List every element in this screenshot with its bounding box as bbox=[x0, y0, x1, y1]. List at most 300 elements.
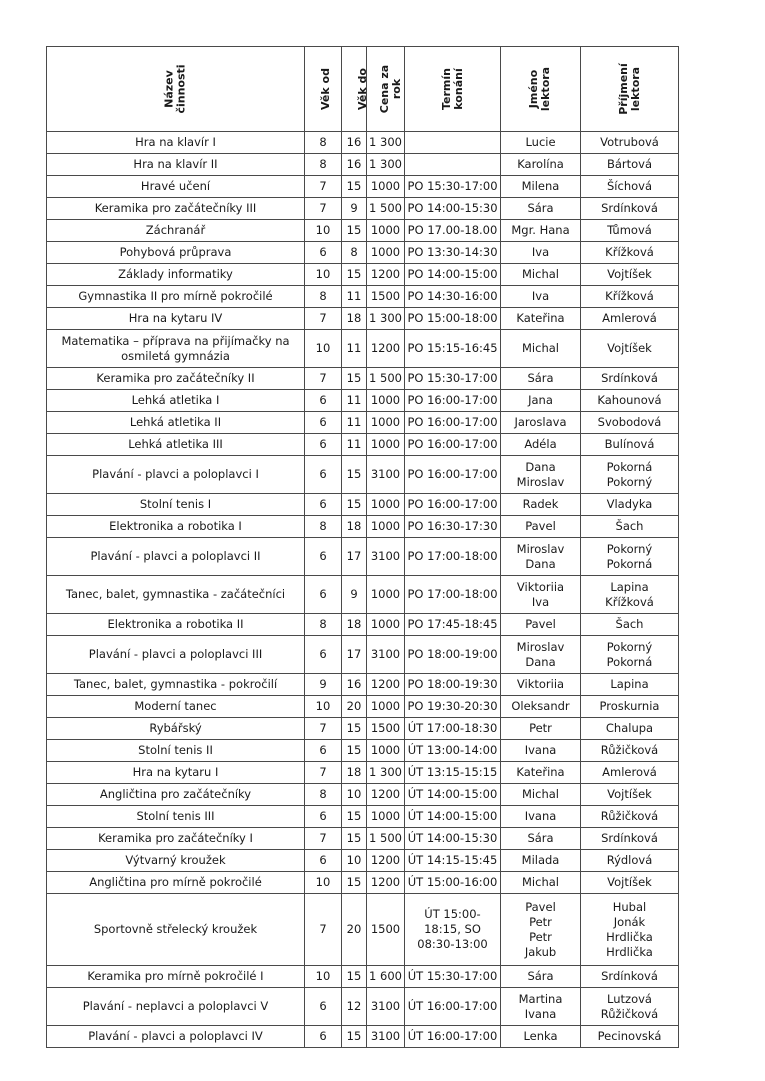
cell-vek-od: 7 bbox=[305, 308, 342, 330]
cell-prijmeni-lektora bbox=[581, 1026, 679, 1048]
cell-vek-od: 6 bbox=[305, 390, 342, 412]
cell-cena: 1 300 bbox=[367, 762, 405, 784]
cell-termin: PO 16:00-17:00 bbox=[405, 412, 501, 434]
cell-vek-do: 15 bbox=[342, 872, 367, 894]
cell-vek-do: 18 bbox=[342, 614, 367, 636]
cell-jmeno-lektora bbox=[501, 828, 581, 850]
cell-nazev: Lehká atletika I bbox=[47, 390, 305, 412]
cell-vek-od: 8 bbox=[305, 154, 342, 176]
cell-jmeno-lektora bbox=[501, 308, 581, 330]
cell-termin: PO 17:00-18:00 bbox=[405, 538, 501, 576]
cell-jmeno-lektora bbox=[501, 1026, 581, 1048]
lector-name-line: Svobodová bbox=[597, 415, 662, 429]
cell-prijmeni-lektora bbox=[581, 538, 679, 576]
cell-prijmeni-lektora bbox=[581, 872, 679, 894]
activities-table bbox=[46, 46, 679, 1048]
cell-termin: ÚT 16:00-17:00 bbox=[405, 1026, 501, 1048]
cell-vek-od: 6 bbox=[305, 1026, 342, 1048]
cell-nazev: Lehká atletika III bbox=[47, 434, 305, 456]
lector-name-line: Iva bbox=[531, 594, 550, 609]
lector-name-line: Pokorný bbox=[606, 639, 653, 654]
lector-name-line: Ivana bbox=[524, 743, 557, 757]
cell-prijmeni-lektora bbox=[581, 966, 679, 988]
cell-prijmeni-lektora bbox=[581, 368, 679, 390]
cell-termin: PO 16:30-17:30 bbox=[405, 516, 501, 538]
table-row bbox=[47, 988, 679, 1026]
cell-vek-do: 11 bbox=[342, 434, 367, 456]
table-row bbox=[47, 516, 679, 538]
cell-prijmeni-lektora bbox=[581, 614, 679, 636]
cell-jmeno-lektora bbox=[501, 412, 581, 434]
header-jmeno-lektora: Jméno lektora bbox=[501, 47, 581, 132]
table-row bbox=[47, 176, 679, 198]
cell-vek-do: 11 bbox=[342, 390, 367, 412]
cell-cena: 1000 bbox=[367, 576, 405, 614]
lector-name-line: Michal bbox=[522, 341, 559, 355]
cell-termin: PO 16:00-17:00 bbox=[405, 434, 501, 456]
header-nazev-cinnosti: Název činnosti bbox=[47, 47, 305, 132]
cell-nazev: Gymnastika II pro mírně pokročilé bbox=[47, 286, 305, 308]
lector-name-line: Křížková bbox=[605, 289, 654, 303]
lector-name-line: Dana bbox=[525, 556, 556, 571]
table-row bbox=[47, 390, 679, 412]
cell-vek-do: 10 bbox=[342, 784, 367, 806]
cell-prijmeni-lektora bbox=[581, 850, 679, 872]
cell-vek-od: 10 bbox=[305, 220, 342, 242]
table-row bbox=[47, 762, 679, 784]
cell-vek-od: 7 bbox=[305, 828, 342, 850]
lector-name-line: Vojtíšek bbox=[607, 875, 652, 889]
lector-name-line: Růžičková bbox=[600, 1006, 659, 1021]
cell-nazev: Angličtina pro mírně pokročilé bbox=[47, 872, 305, 894]
lector-name-line: Bulínová bbox=[604, 437, 655, 451]
lector-name-line: Miroslav bbox=[516, 541, 565, 556]
lector-name-line: Lutzová bbox=[607, 991, 652, 1006]
cell-termin: ÚT 16:00-17:00 bbox=[405, 988, 501, 1026]
cell-nazev: Plavání - plavci a poloplavci IV bbox=[47, 1026, 305, 1048]
lector-name-line: Šíchová bbox=[607, 179, 652, 193]
cell-termin: PO 16:00-17:00 bbox=[405, 390, 501, 412]
cell-vek-do: 11 bbox=[342, 330, 367, 368]
cell-termin: PO 15:00-18:00 bbox=[405, 308, 501, 330]
cell-nazev: Lehká atletika II bbox=[47, 412, 305, 434]
cell-cena: 1200 bbox=[367, 330, 405, 368]
cell-prijmeni-lektora bbox=[581, 308, 679, 330]
table-row bbox=[47, 828, 679, 850]
cell-jmeno-lektora bbox=[501, 718, 581, 740]
cell-termin: PO 14:00-15:00 bbox=[405, 264, 501, 286]
table-row bbox=[47, 308, 679, 330]
cell-cena: 1000 bbox=[367, 516, 405, 538]
cell-termin: PO 17:45-18:45 bbox=[405, 614, 501, 636]
lector-name-line: Michal bbox=[522, 267, 559, 281]
header-termin-konani: Termín konání bbox=[405, 47, 501, 132]
cell-nazev: Angličtina pro začátečníky bbox=[47, 784, 305, 806]
cell-vek-do: 11 bbox=[342, 412, 367, 434]
cell-vek-od: 6 bbox=[305, 576, 342, 614]
table-row bbox=[47, 538, 679, 576]
cell-cena: 1000 bbox=[367, 434, 405, 456]
cell-vek-do: 15 bbox=[342, 494, 367, 516]
lector-name-line: Pavel bbox=[525, 519, 556, 533]
lector-name-line: Oleksandr bbox=[511, 699, 570, 713]
cell-vek-do: 18 bbox=[342, 516, 367, 538]
cell-vek-od: 8 bbox=[305, 286, 342, 308]
cell-jmeno-lektora bbox=[501, 806, 581, 828]
lector-name-line: Proskurnia bbox=[599, 699, 660, 713]
cell-prijmeni-lektora bbox=[581, 220, 679, 242]
cell-vek-od: 7 bbox=[305, 176, 342, 198]
cell-jmeno-lektora bbox=[501, 242, 581, 264]
cell-cena: 1000 bbox=[367, 696, 405, 718]
cell-vek-do: 15 bbox=[342, 740, 367, 762]
cell-cena: 3100 bbox=[367, 988, 405, 1026]
cell-jmeno-lektora bbox=[501, 220, 581, 242]
lector-name-line: Pokorná bbox=[606, 459, 653, 474]
cell-vek-do: 20 bbox=[342, 894, 367, 966]
table-row bbox=[47, 434, 679, 456]
cell-cena: 1500 bbox=[367, 894, 405, 966]
cell-termin: PO 15:15-16:45 bbox=[405, 330, 501, 368]
cell-vek-od: 6 bbox=[305, 242, 342, 264]
cell-termin: ÚT 14:00-15:00 bbox=[405, 806, 501, 828]
cell-jmeno-lektora bbox=[501, 456, 581, 494]
table-row bbox=[47, 576, 679, 614]
table-header-row bbox=[47, 47, 679, 132]
cell-cena: 3100 bbox=[367, 456, 405, 494]
cell-jmeno-lektora bbox=[501, 286, 581, 308]
cell-prijmeni-lektora bbox=[581, 494, 679, 516]
cell-jmeno-lektora bbox=[501, 494, 581, 516]
cell-jmeno-lektora bbox=[501, 696, 581, 718]
cell-termin: ÚT 15:30-17:00 bbox=[405, 966, 501, 988]
cell-nazev: Sportovně střelecký kroužek bbox=[47, 894, 305, 966]
cell-cena: 1 300 bbox=[367, 308, 405, 330]
lector-name-line: Kateřina bbox=[516, 311, 565, 325]
cell-termin: PO 14:30-16:00 bbox=[405, 286, 501, 308]
cell-vek-od: 8 bbox=[305, 132, 342, 154]
table-row bbox=[47, 806, 679, 828]
cell-vek-od: 6 bbox=[305, 850, 342, 872]
cell-prijmeni-lektora bbox=[581, 740, 679, 762]
cell-termin: PO 17.00-18.00 bbox=[405, 220, 501, 242]
header-prijmeni-lektora: Příjmení lektora bbox=[581, 47, 679, 132]
cell-jmeno-lektora bbox=[501, 894, 581, 966]
cell-vek-od: 10 bbox=[305, 264, 342, 286]
lector-name-line: Bártová bbox=[606, 157, 653, 171]
cell-cena: 1000 bbox=[367, 220, 405, 242]
table-row bbox=[47, 966, 679, 988]
cell-jmeno-lektora bbox=[501, 154, 581, 176]
lector-name-line: Lapina bbox=[610, 579, 649, 594]
cell-cena: 1000 bbox=[367, 806, 405, 828]
cell-nazev: Stolní tenis I bbox=[47, 494, 305, 516]
cell-vek-od: 8 bbox=[305, 614, 342, 636]
table-row bbox=[47, 872, 679, 894]
cell-nazev: Rybářský bbox=[47, 718, 305, 740]
cell-vek-od: 6 bbox=[305, 988, 342, 1026]
cell-nazev: Plavání - plavci a poloplavci I bbox=[47, 456, 305, 494]
cell-prijmeni-lektora bbox=[581, 412, 679, 434]
cell-termin: ÚT 13:15-15:15 bbox=[405, 762, 501, 784]
lector-name-line: Vladyka bbox=[606, 497, 653, 511]
cell-vek-od: 6 bbox=[305, 494, 342, 516]
lector-name-line: Rýdlová bbox=[606, 853, 653, 867]
lector-name-line: Iva bbox=[531, 245, 550, 259]
cell-vek-od: 6 bbox=[305, 412, 342, 434]
cell-vek-od: 7 bbox=[305, 762, 342, 784]
cell-cena: 1 300 bbox=[367, 132, 405, 154]
lector-name-line: Sára bbox=[527, 371, 554, 385]
cell-prijmeni-lektora bbox=[581, 198, 679, 220]
cell-vek-od: 10 bbox=[305, 872, 342, 894]
lector-name-line: Amlerová bbox=[602, 765, 657, 779]
table-row bbox=[47, 220, 679, 242]
cell-nazev: Plavání - plavci a poloplavci II bbox=[47, 538, 305, 576]
lector-name-line: Hubal bbox=[612, 899, 647, 914]
cell-prijmeni-lektora bbox=[581, 784, 679, 806]
lector-name-line: Růžičková bbox=[600, 743, 659, 757]
lector-name-line: Miroslav bbox=[516, 639, 565, 654]
lector-name-line: Pokorná bbox=[606, 556, 653, 571]
cell-prijmeni-lektora bbox=[581, 456, 679, 494]
cell-vek-od: 7 bbox=[305, 894, 342, 966]
cell-termin: PO 18:00-19:30 bbox=[405, 674, 501, 696]
cell-nazev: Moderní tanec bbox=[47, 696, 305, 718]
cell-vek-od: 7 bbox=[305, 198, 342, 220]
cell-nazev: Elektronika a robotika II bbox=[47, 614, 305, 636]
cell-cena: 1500 bbox=[367, 286, 405, 308]
header-vek-od: Věk od bbox=[305, 47, 342, 132]
cell-jmeno-lektora bbox=[501, 264, 581, 286]
cell-vek-od: 7 bbox=[305, 368, 342, 390]
lector-name-line: Kahounová bbox=[597, 393, 662, 407]
cell-vek-od: 9 bbox=[305, 674, 342, 696]
cell-cena: 3100 bbox=[367, 538, 405, 576]
cell-vek-do: 15 bbox=[342, 806, 367, 828]
lector-name-line: Lucie bbox=[525, 135, 556, 149]
cell-cena: 1000 bbox=[367, 412, 405, 434]
cell-vek-do: 16 bbox=[342, 674, 367, 696]
cell-jmeno-lektora bbox=[501, 674, 581, 696]
cell-vek-od: 6 bbox=[305, 538, 342, 576]
cell-jmeno-lektora bbox=[501, 390, 581, 412]
lector-name-line: Pokorný bbox=[606, 474, 653, 489]
table-row bbox=[47, 412, 679, 434]
cell-termin: PO 14:00-15:30 bbox=[405, 198, 501, 220]
cell-vek-do: 16 bbox=[342, 154, 367, 176]
lector-name-line: Sára bbox=[527, 201, 554, 215]
cell-nazev: Výtvarný kroužek bbox=[47, 850, 305, 872]
cell-cena: 1000 bbox=[367, 614, 405, 636]
cell-termin: PO 15:30-17:00 bbox=[405, 368, 501, 390]
cell-cena: 1500 bbox=[367, 718, 405, 740]
cell-termin bbox=[405, 154, 501, 176]
lector-name-line: Petr bbox=[529, 929, 552, 944]
table-row bbox=[47, 696, 679, 718]
cell-termin: ÚT 14:00-15:30 bbox=[405, 828, 501, 850]
lector-name-line: Sára bbox=[527, 831, 554, 845]
cell-termin: PO 16:00-17:00 bbox=[405, 456, 501, 494]
cell-termin: ÚT 13:00-14:00 bbox=[405, 740, 501, 762]
cell-vek-od: 6 bbox=[305, 806, 342, 828]
lector-name-line: Viktoriia bbox=[516, 677, 565, 691]
lector-name-line: Růžičková bbox=[600, 809, 659, 823]
table-row bbox=[47, 286, 679, 308]
cell-cena: 1 500 bbox=[367, 198, 405, 220]
cell-termin: ÚT 15:00-18:15, SO 08:30-13:00 bbox=[405, 894, 501, 966]
cell-prijmeni-lektora bbox=[581, 264, 679, 286]
cell-cena: 1 300 bbox=[367, 154, 405, 176]
lector-name-line: Jana bbox=[528, 393, 553, 407]
cell-cena: 3100 bbox=[367, 636, 405, 674]
cell-vek-do: 20 bbox=[342, 696, 367, 718]
cell-vek-do: 18 bbox=[342, 308, 367, 330]
lector-name-line: Ivana bbox=[524, 809, 557, 823]
lector-name-line: Dana bbox=[525, 654, 556, 669]
cell-jmeno-lektora bbox=[501, 516, 581, 538]
cell-termin: PO 19:30-20:30 bbox=[405, 696, 501, 718]
cell-vek-do: 15 bbox=[342, 1026, 367, 1048]
cell-prijmeni-lektora bbox=[581, 718, 679, 740]
lector-name-line: Srdínková bbox=[601, 831, 658, 845]
cell-jmeno-lektora bbox=[501, 576, 581, 614]
cell-jmeno-lektora bbox=[501, 176, 581, 198]
lector-name-line: Radek bbox=[522, 497, 559, 511]
table-row bbox=[47, 894, 679, 966]
cell-nazev: Hra na kytaru I bbox=[47, 762, 305, 784]
cell-vek-od: 10 bbox=[305, 696, 342, 718]
cell-vek-od: 6 bbox=[305, 456, 342, 494]
cell-jmeno-lektora bbox=[501, 434, 581, 456]
cell-nazev: Tanec, balet, gymnastika - začátečníci bbox=[47, 576, 305, 614]
lector-name-line: Křížková bbox=[605, 594, 654, 609]
cell-termin: ÚT 17:00-18:30 bbox=[405, 718, 501, 740]
cell-cena: 1200 bbox=[367, 872, 405, 894]
cell-nazev: Matematika – příprava na přijímačky na osmiletá gymnázia bbox=[47, 330, 305, 368]
cell-cena: 1 500 bbox=[367, 828, 405, 850]
cell-vek-od: 7 bbox=[305, 718, 342, 740]
lector-name-line: Vojtíšek bbox=[607, 267, 652, 281]
cell-nazev: Stolní tenis II bbox=[47, 740, 305, 762]
lector-name-line: Pavel bbox=[525, 617, 556, 631]
lector-name-line: Chalupa bbox=[605, 721, 654, 735]
lector-name-line: Lapina bbox=[610, 677, 649, 691]
cell-nazev: Plavání - plavci a poloplavci III bbox=[47, 636, 305, 674]
table-row bbox=[47, 154, 679, 176]
cell-cena: 1000 bbox=[367, 740, 405, 762]
cell-vek-do: 15 bbox=[342, 264, 367, 286]
cell-cena: 1200 bbox=[367, 784, 405, 806]
table-row bbox=[47, 674, 679, 696]
cell-vek-od: 8 bbox=[305, 784, 342, 806]
cell-prijmeni-lektora bbox=[581, 154, 679, 176]
cell-jmeno-lektora bbox=[501, 784, 581, 806]
cell-termin: PO 15:30-17:00 bbox=[405, 176, 501, 198]
cell-jmeno-lektora bbox=[501, 850, 581, 872]
cell-vek-do: 15 bbox=[342, 176, 367, 198]
table-row bbox=[47, 494, 679, 516]
lector-name-line: Srdínková bbox=[601, 371, 658, 385]
cell-prijmeni-lektora bbox=[581, 828, 679, 850]
cell-nazev: Stolní tenis III bbox=[47, 806, 305, 828]
table-row bbox=[47, 368, 679, 390]
cell-nazev: Keramika pro začátečníky I bbox=[47, 828, 305, 850]
cell-vek-od: 6 bbox=[305, 636, 342, 674]
lector-name-line: Viktoriia bbox=[516, 579, 565, 594]
lector-name-line: Křížková bbox=[605, 245, 654, 259]
cell-vek-do: 16 bbox=[342, 132, 367, 154]
lector-name-line: Pokorná bbox=[606, 654, 653, 669]
cell-vek-do: 15 bbox=[342, 368, 367, 390]
header-vek-do: Věk do bbox=[342, 47, 367, 132]
lector-name-line: Jakub bbox=[524, 944, 557, 959]
cell-nazev: Základy informatiky bbox=[47, 264, 305, 286]
cell-vek-do: 17 bbox=[342, 636, 367, 674]
cell-nazev: Plavání - neplavci a poloplavci V bbox=[47, 988, 305, 1026]
cell-jmeno-lektora bbox=[501, 330, 581, 368]
cell-cena: 1 500 bbox=[367, 368, 405, 390]
cell-vek-do: 15 bbox=[342, 966, 367, 988]
cell-vek-do: 8 bbox=[342, 242, 367, 264]
cell-termin: PO 16:00-17:00 bbox=[405, 494, 501, 516]
cell-prijmeni-lektora bbox=[581, 674, 679, 696]
cell-nazev: Hra na klavír II bbox=[47, 154, 305, 176]
lector-name-line: Vojtíšek bbox=[607, 787, 652, 801]
lector-name-line: Iva bbox=[531, 289, 550, 303]
lector-name-line: Votrubová bbox=[600, 135, 659, 149]
table-body bbox=[47, 132, 679, 1048]
lector-name-line: Amlerová bbox=[602, 311, 657, 325]
cell-nazev: Elektronika a robotika I bbox=[47, 516, 305, 538]
table-row bbox=[47, 718, 679, 740]
cell-termin bbox=[405, 132, 501, 154]
lector-name-line: Dana bbox=[525, 459, 556, 474]
table-row bbox=[47, 198, 679, 220]
cell-nazev: Keramika pro začátečníky III bbox=[47, 198, 305, 220]
cell-prijmeni-lektora bbox=[581, 762, 679, 784]
cell-vek-do: 9 bbox=[342, 576, 367, 614]
lector-name-line: Vojtíšek bbox=[607, 341, 652, 355]
cell-vek-do: 15 bbox=[342, 456, 367, 494]
cell-prijmeni-lektora bbox=[581, 242, 679, 264]
cell-termin: ÚT 14:15-15:45 bbox=[405, 850, 501, 872]
cell-cena: 1000 bbox=[367, 176, 405, 198]
lector-name-line: Adéla bbox=[524, 437, 557, 451]
lector-name-line: Miroslav bbox=[516, 474, 565, 489]
cell-prijmeni-lektora bbox=[581, 516, 679, 538]
cell-termin: ÚT 14:00-15:00 bbox=[405, 784, 501, 806]
cell-vek-od: 8 bbox=[305, 516, 342, 538]
lector-name-line: Hrdlička bbox=[606, 929, 653, 944]
cell-vek-od: 6 bbox=[305, 434, 342, 456]
lector-name-line: Srdínková bbox=[601, 969, 658, 983]
lector-name-line: Kateřina bbox=[516, 765, 565, 779]
lector-name-line: Michal bbox=[522, 875, 559, 889]
cell-vek-do: 9 bbox=[342, 198, 367, 220]
cell-jmeno-lektora bbox=[501, 132, 581, 154]
lector-name-line: Ivana bbox=[524, 1006, 557, 1021]
table-row bbox=[47, 614, 679, 636]
cell-prijmeni-lektora bbox=[581, 696, 679, 718]
lector-name-line: Šach bbox=[615, 519, 644, 533]
cell-jmeno-lektora bbox=[501, 636, 581, 674]
lector-name-line: Karolína bbox=[517, 157, 564, 171]
table-row bbox=[47, 850, 679, 872]
lector-name-line: Milada bbox=[521, 853, 560, 867]
lector-name-line: Hrdlička bbox=[606, 944, 653, 959]
cell-termin: PO 13:30-14:30 bbox=[405, 242, 501, 264]
